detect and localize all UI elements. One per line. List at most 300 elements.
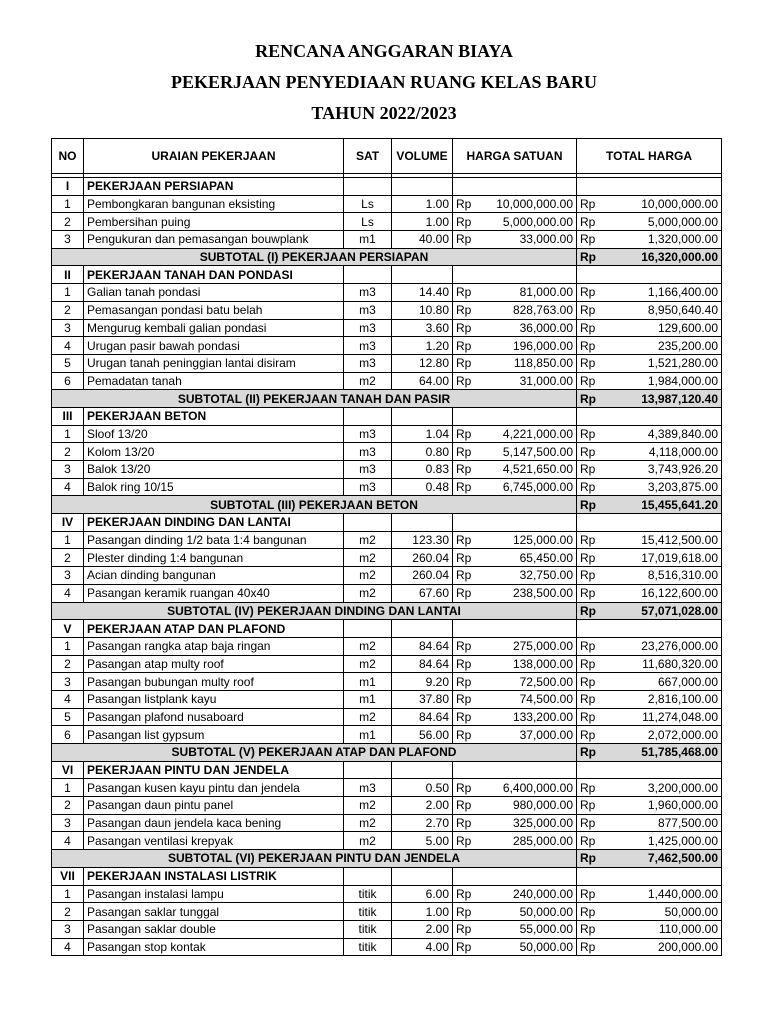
section-number: I [52,178,84,196]
item-description: Pasangan kusen kayu pintu dan jendela [84,779,344,797]
currency-label: Rp [577,779,602,797]
item-unit-price: 275,000.00 [478,637,577,655]
empty-cell [344,620,392,638]
item-volume: 1.00 [392,195,453,213]
item-description: Pasangan ventilasi krepyak [84,832,344,850]
table-row [52,337,722,355]
currency-label: Rp [453,301,478,319]
currency-label: Rp [453,531,478,549]
document-year: TAHUN 2022/2023 [311,103,457,123]
empty-cell [478,407,577,425]
currency-label: Rp [453,443,478,461]
section-number: II [52,266,84,284]
section-title: PEKERJAAN PERSIAPAN [84,178,344,196]
currency-label: Rp [453,231,478,249]
item-description: Pengukuran dan pemasangan bouwplank [84,231,344,249]
item-unit-price: 5,147,500.00 [478,443,577,461]
item-number: 2 [52,213,84,231]
currency-label: Rp [453,354,478,372]
item-volume: 3.60 [392,319,453,337]
currency-label: Rp [577,744,602,762]
empty-cell [344,867,392,885]
item-unit-price: 81,000.00 [478,284,577,302]
item-unit-price: 50,000.00 [478,903,577,921]
empty-cell [392,761,453,779]
empty-cell [453,178,478,196]
item-unit-price: 6,400,000.00 [478,779,577,797]
col-header-uraian: URAIAN PEKERJAAN [84,139,344,174]
item-unit: m2 [344,549,392,567]
empty-cell [453,266,478,284]
section-header-row [52,867,722,885]
item-volume: 260.04 [392,549,453,567]
item-volume: 64.00 [392,372,453,390]
table-row [52,832,722,850]
item-description: Pasangan saklar double [84,920,344,938]
empty-cell [602,514,722,532]
currency-label: Rp [577,248,602,266]
currency-label: Rp [577,284,602,302]
table-row [52,673,722,691]
table-row [52,231,722,249]
item-number: 1 [52,284,84,302]
item-number: 4 [52,337,84,355]
item-total-price: 11,680,320.00 [602,655,722,673]
currency-label: Rp [577,567,602,585]
currency-label: Rp [453,567,478,585]
budget-table [51,138,722,956]
item-description: Urugan pasir bawah pondasi [84,337,344,355]
empty-cell [602,761,722,779]
currency-label: Rp [577,850,602,868]
currency-label: Rp [453,549,478,567]
item-volume: 1.00 [392,903,453,921]
empty-cell [453,867,478,885]
empty-cell [602,867,722,885]
item-number: 1 [52,531,84,549]
section-title: PEKERJAAN INSTALASI LISTRIK [84,867,344,885]
item-number: 2 [52,797,84,815]
document-subtitle: PEKERJAAN PENYEDIAAN RUANG KELAS BARU [170,72,598,92]
currency-label: Rp [577,195,602,213]
section-number: V [52,620,84,638]
item-total-price: 10,000,000.00 [602,195,722,213]
subtotal-row [52,248,722,266]
item-total-price: 5,000,000.00 [602,213,722,231]
empty-cell [478,620,577,638]
table-body [52,174,722,956]
item-total-price: 2,072,000.00 [602,726,722,744]
empty-cell [577,407,602,425]
item-description: Pasangan bubungan multy roof [84,673,344,691]
item-unit: m1 [344,726,392,744]
item-total-price: 667,000.00 [602,673,722,691]
currency-label: Rp [453,478,478,496]
currency-label: Rp [453,337,478,355]
item-number: 3 [52,567,84,585]
currency-label: Rp [577,708,602,726]
table-row [52,354,722,372]
empty-cell [392,867,453,885]
item-unit: m2 [344,372,392,390]
item-unit: m3 [344,337,392,355]
item-unit-price: 325,000.00 [478,814,577,832]
table-row [52,584,722,602]
currency-label: Rp [453,690,478,708]
item-unit: m3 [344,354,392,372]
item-number: 1 [52,425,84,443]
currency-label: Rp [577,372,602,390]
item-total-price: 8,516,310.00 [602,567,722,585]
item-description: Pasangan atap multy roof [84,655,344,673]
item-unit-price: 5,000,000.00 [478,213,577,231]
subtotal-label: SUBTOTAL (I) PEKERJAAN PERSIAPAN [52,248,577,266]
item-unit: m2 [344,797,392,815]
currency-label: Rp [577,354,602,372]
section-title: PEKERJAAN TANAH DAN PONDASI [84,266,344,284]
item-number: 3 [52,319,84,337]
item-unit-price: 74,500.00 [478,690,577,708]
currency-label: Rp [577,390,602,408]
table-row [52,903,722,921]
currency-label: Rp [577,231,602,249]
item-number: 3 [52,461,84,479]
item-number: 5 [52,354,84,372]
item-description: Galian tanah pondasi [84,284,344,302]
item-unit-price: 138,000.00 [478,655,577,673]
item-total-price: 235,200.00 [602,337,722,355]
item-volume: 2.70 [392,814,453,832]
item-unit-price: 133,200.00 [478,708,577,726]
subtotal-row [52,744,722,762]
item-unit: m3 [344,319,392,337]
currency-label: Rp [453,461,478,479]
item-unit-price: 980,000.00 [478,797,577,815]
item-volume: 0.50 [392,779,453,797]
currency-label: Rp [577,602,602,620]
item-unit-price: 118,850.00 [478,354,577,372]
item-unit: m2 [344,708,392,726]
subtotal-row [52,602,722,620]
item-unit: m2 [344,637,392,655]
item-total-price: 15,412,500.00 [602,531,722,549]
col-header-harga: HARGA SATUAN [453,139,577,174]
item-unit: titik [344,885,392,903]
item-unit: m3 [344,425,392,443]
subtotal-value: 15,455,641.20 [602,496,722,514]
subtotal-value: 13,987,120.40 [602,390,722,408]
currency-label: Rp [453,938,478,956]
empty-cell [478,867,577,885]
table-row [52,425,722,443]
table-row [52,708,722,726]
table-row [52,531,722,549]
table-row [52,885,722,903]
item-number: 4 [52,832,84,850]
item-unit-price: 55,000.00 [478,920,577,938]
currency-label: Rp [577,496,602,514]
item-total-price: 3,200,000.00 [602,779,722,797]
currency-label: Rp [453,797,478,815]
col-header-total: TOTAL HARGA [577,139,722,174]
empty-cell [577,761,602,779]
item-total-price: 877,500.00 [602,814,722,832]
item-volume: 84.64 [392,708,453,726]
table-row [52,938,722,956]
item-description: Pasangan stop kontak [84,938,344,956]
item-description: Pasangan dinding 1/2 bata 1:4 bangunan [84,531,344,549]
section-header-row [52,761,722,779]
empty-cell [392,266,453,284]
currency-label: Rp [577,903,602,921]
section-number: III [52,407,84,425]
item-total-price: 11,274,048.00 [602,708,722,726]
subtotal-label: SUBTOTAL (II) PEKERJAAN TANAH DAN PASIR [52,390,577,408]
item-description: Pasangan listplank kayu [84,690,344,708]
item-number: 1 [52,779,84,797]
col-header-sat: SAT [344,139,392,174]
currency-label: Rp [453,779,478,797]
currency-label: Rp [577,319,602,337]
item-description: Pasangan daun jendela kaca bening [84,814,344,832]
item-unit-price: 72,500.00 [478,673,577,691]
item-total-price: 200,000.00 [602,938,722,956]
item-unit: titik [344,903,392,921]
item-unit: Ls [344,195,392,213]
item-volume: 10.80 [392,301,453,319]
currency-label: Rp [577,920,602,938]
item-unit: m3 [344,284,392,302]
item-unit: m3 [344,301,392,319]
currency-label: Rp [453,425,478,443]
currency-label: Rp [453,655,478,673]
item-volume: 260.04 [392,567,453,585]
item-total-price: 1,960,000.00 [602,797,722,815]
item-unit-price: 33,000.00 [478,231,577,249]
currency-label: Rp [453,726,478,744]
currency-label: Rp [453,319,478,337]
item-description: Pasangan plafond nusaboard [84,708,344,726]
currency-label: Rp [453,637,478,655]
currency-label: Rp [577,301,602,319]
section-title: PEKERJAAN BETON [84,407,344,425]
table-row [52,461,722,479]
currency-label: Rp [453,920,478,938]
table-row [52,779,722,797]
item-number: 4 [52,478,84,496]
item-description: Pembongkaran bangunan eksisting [84,195,344,213]
empty-cell [392,514,453,532]
item-number: 2 [52,301,84,319]
document-title: RENCANA ANGGARAN BIAYA [255,41,513,61]
item-volume: 12.80 [392,354,453,372]
item-description: Balok 13/20 [84,461,344,479]
currency-label: Rp [453,284,478,302]
item-volume: 2.00 [392,920,453,938]
subtotal-row [52,390,722,408]
item-total-price: 2,816,100.00 [602,690,722,708]
item-description: Urugan tanah peninggian lantai disiram [84,354,344,372]
item-total-price: 3,743,926.20 [602,461,722,479]
table-row [52,443,722,461]
currency-label: Rp [577,885,602,903]
currency-label: Rp [577,814,602,832]
item-total-price: 16,122,600.00 [602,584,722,602]
item-volume: 1.00 [392,213,453,231]
item-number: 5 [52,708,84,726]
item-description: Pasangan instalasi lampu [84,885,344,903]
empty-cell [344,407,392,425]
item-volume: 4.00 [392,938,453,956]
section-header-row [52,178,722,196]
item-volume: 1.04 [392,425,453,443]
item-volume: 84.64 [392,655,453,673]
subtotal-value: 57,071,028.00 [602,602,722,620]
currency-label: Rp [577,797,602,815]
item-volume: 0.48 [392,478,453,496]
currency-label: Rp [453,213,478,231]
item-total-price: 23,276,000.00 [602,637,722,655]
subtotal-value: 16,320,000.00 [602,248,722,266]
currency-label: Rp [577,213,602,231]
item-unit-price: 196,000.00 [478,337,577,355]
currency-label: Rp [453,903,478,921]
section-number: VI [52,761,84,779]
item-description: Pasangan rangka atap baja ringan [84,637,344,655]
empty-cell [577,620,602,638]
currency-label: Rp [453,673,478,691]
empty-cell [392,178,453,196]
item-unit: m2 [344,814,392,832]
item-unit-price: 4,221,000.00 [478,425,577,443]
item-description: Sloof 13/20 [84,425,344,443]
empty-cell [577,867,602,885]
item-unit: m3 [344,443,392,461]
item-volume: 56.00 [392,726,453,744]
table-header-row [52,139,722,174]
table-row [52,195,722,213]
item-unit-price: 125,000.00 [478,531,577,549]
item-description: Pasangan daun pintu panel [84,797,344,815]
item-unit: m2 [344,584,392,602]
item-unit: m2 [344,655,392,673]
item-volume: 0.80 [392,443,453,461]
item-total-price: 8,950,640.40 [602,301,722,319]
item-total-price: 4,118,000.00 [602,443,722,461]
subtotal-row [52,496,722,514]
item-unit: m2 [344,531,392,549]
section-header-row [52,407,722,425]
item-unit-price: 32,750.00 [478,567,577,585]
item-number: 2 [52,549,84,567]
table-row [52,814,722,832]
currency-label: Rp [577,726,602,744]
item-number: 1 [52,885,84,903]
item-unit-price: 31,000.00 [478,372,577,390]
section-number: VII [52,867,84,885]
item-number: 3 [52,231,84,249]
col-header-volume: VOLUME [392,139,453,174]
currency-label: Rp [577,478,602,496]
currency-label: Rp [453,708,478,726]
item-unit: Ls [344,213,392,231]
empty-cell [392,620,453,638]
item-volume: 37.80 [392,690,453,708]
table-row [52,284,722,302]
item-volume: 1.20 [392,337,453,355]
currency-label: Rp [577,938,602,956]
currency-label: Rp [577,549,602,567]
item-number: 4 [52,584,84,602]
item-number: 1 [52,195,84,213]
subtotal-value: 51,785,468.00 [602,744,722,762]
empty-cell [453,620,478,638]
currency-label: Rp [577,531,602,549]
table-row [52,319,722,337]
item-unit-price: 6,745,000.00 [478,478,577,496]
item-volume: 14.40 [392,284,453,302]
empty-cell [577,178,602,196]
item-unit-price: 50,000.00 [478,938,577,956]
table-row [52,920,722,938]
item-unit: titik [344,938,392,956]
item-number: 3 [52,920,84,938]
empty-cell [577,514,602,532]
subtotal-row [52,850,722,868]
item-number: 6 [52,372,84,390]
item-unit: m1 [344,231,392,249]
table-row [52,726,722,744]
currency-label: Rp [577,337,602,355]
section-title: PEKERJAAN ATAP DAN PLAFOND [84,620,344,638]
empty-cell [478,266,577,284]
item-unit: m2 [344,567,392,585]
section-title: PEKERJAAN DINDING DAN LANTAI [84,514,344,532]
item-unit-price: 10,000,000.00 [478,195,577,213]
item-description: Pemasangan pondasi batu belah [84,301,344,319]
empty-cell [344,514,392,532]
item-unit: m1 [344,690,392,708]
item-description: Pasangan saklar tunggal [84,903,344,921]
empty-cell [453,514,478,532]
item-volume: 40.00 [392,231,453,249]
item-number: 1 [52,637,84,655]
empty-cell [602,266,722,284]
item-volume: 5.00 [392,832,453,850]
item-unit: m2 [344,832,392,850]
currency-label: Rp [577,425,602,443]
empty-cell [478,178,577,196]
empty-cell [453,407,478,425]
item-number: 2 [52,655,84,673]
currency-label: Rp [453,372,478,390]
item-volume: 2.00 [392,797,453,815]
subtotal-label: SUBTOTAL (V) PEKERJAAN ATAP DAN PLAFOND [52,744,577,762]
currency-label: Rp [577,655,602,673]
subtotal-label: SUBTOTAL (IV) PEKERJAAN DINDING DAN LANTAI [52,602,577,620]
item-total-price: 1,166,400.00 [602,284,722,302]
item-total-price: 1,320,000.00 [602,231,722,249]
currency-label: Rp [453,814,478,832]
section-title: PEKERJAAN PINTU DAN JENDELA [84,761,344,779]
table-row [52,372,722,390]
table-row [52,549,722,567]
empty-cell [602,178,722,196]
item-total-price: 1,425,000.00 [602,832,722,850]
item-number: 4 [52,690,84,708]
section-header-row [52,266,722,284]
subtotal-label: SUBTOTAL (III) PEKERJAAN BETON [52,496,577,514]
